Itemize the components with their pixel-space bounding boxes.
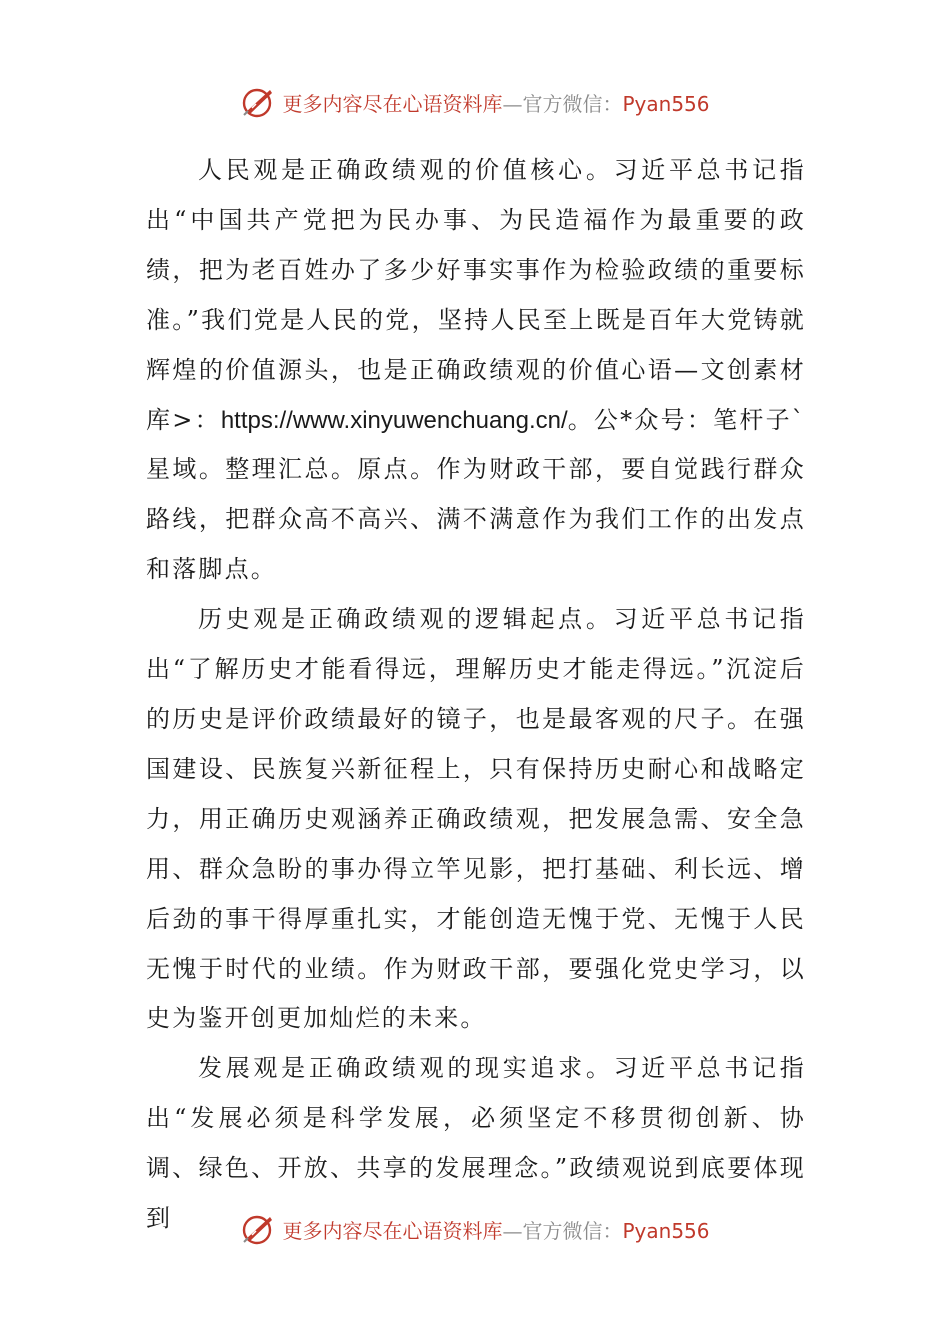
- paragraph-1-text-before-url: 人民观是正确政绩观的价值核心。习近平总书记指出“中国共产党把为民办事、为民造福作为最重要的政绩，把为老百姓办了多少好事实事作为检验政绩的重要标准。”我们党是人民的党，坚持人民至上既是百年大党铸就辉煌的价值源头，也是正确政绩观的价值心语—文创素材库>：: [146, 156, 806, 434]
- paragraph-people-view: [146, 146, 806, 595]
- header-account: Pyan556: [622, 91, 710, 116]
- footer-brand: 更多内容尽在心语资料库: [282, 1218, 503, 1243]
- header-dash: —: [502, 91, 523, 116]
- footer-account: Pyan556: [622, 1218, 710, 1243]
- header-banner-text: [282, 88, 709, 117]
- footer-banner: [0, 1207, 950, 1251]
- footer-official-label: 官方微信：: [522, 1218, 623, 1243]
- header-brand: 更多内容尽在心语资料库: [282, 91, 503, 116]
- header-official-label: 官方微信：: [522, 91, 623, 116]
- header-banner: [0, 80, 950, 124]
- footer-dash: —: [502, 1218, 523, 1243]
- paragraph-history-view: 历史观是正确政绩观的逻辑起点。习近平总书记指出“了解历史才能看得远，理解历史才能走得远。”沉淀后的历史是评价政绩最好的镜子，也是最客观的尺子。在强国建设、民族复兴新征程上，只有保持历史耐心和战略定力，用正确历史观涵养正确政绩观，把发展急需、安全急用、群众急盼的事办得立竿见影，把打基础、利长远、增后劲的事干得厚重扎实，才能创造无愧于党、无愧于人民无愧于时代的业绩。作为财政干部，要强化党史学习，以史为鉴开创更加灿烂的未来。: [146, 605, 806, 1033]
- paragraph-1-url-link[interactable]: https://www.xinyuwenchuang.cn/: [220, 406, 568, 434]
- paragraph-1-text-after-url: 。公*众号：笔杆子`星域。整理汇总。原点。作为财政干部，要自觉践行群众路线，把群众高不高兴、满不满意作为我们工作的出发点和落脚点。: [146, 405, 806, 584]
- paragraph-development-view: 发展观是正确政绩观的现实追求。习近平总书记指出“发展必须是科学发展，必须坚定不移贯彻创新、协调、绿色、开放、共享的发展理念。”政绩观说到底要体现到: [146, 1054, 806, 1233]
- footer-banner-text: [282, 1215, 709, 1244]
- quill-pen-logo-icon: [240, 1211, 276, 1247]
- quill-pen-logo-icon: [240, 84, 276, 120]
